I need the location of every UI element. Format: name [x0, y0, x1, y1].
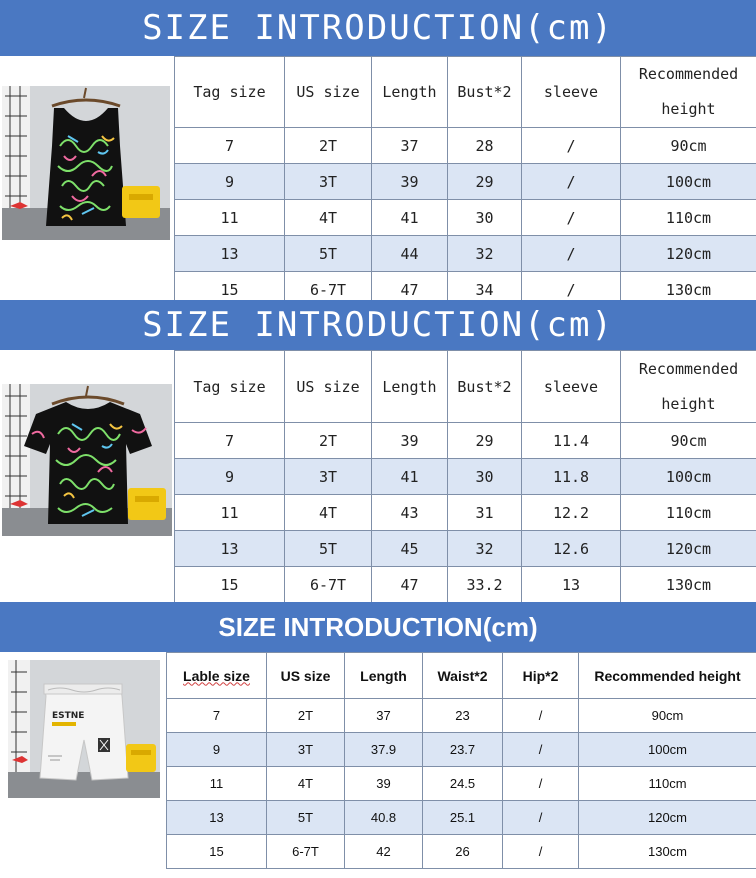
cell-height: 130cm [621, 567, 756, 603]
cell-us-size: 3T [285, 459, 372, 495]
cell-bust: 32 [448, 236, 522, 272]
cell-tag-size: 9 [175, 164, 285, 200]
cell-height: 120cm [579, 801, 756, 835]
cell-bust: 29 [448, 164, 522, 200]
size-section-vest [0, 0, 756, 300]
cell-length: 37 [345, 699, 423, 733]
header-lable-size [167, 653, 267, 699]
cell-bust: 30 [448, 459, 522, 495]
table-row [167, 835, 756, 869]
cell-length: 47 [372, 272, 448, 301]
table-row [175, 567, 756, 603]
table-header-row [175, 57, 756, 128]
table-row [167, 733, 756, 767]
cell-sleeve: / [522, 272, 621, 301]
table-row [167, 767, 756, 801]
cell-height: 90cm [579, 699, 756, 733]
header-hip: Hip*2 [503, 653, 579, 699]
header-tag-size: Tag size [175, 57, 285, 128]
cell-tag-size: 11 [175, 495, 285, 531]
cell-lable-size: 15 [167, 835, 267, 869]
shorts-product-photo [8, 660, 160, 798]
table-row [175, 272, 756, 301]
header-bust: Bust*2 [448, 351, 522, 423]
cell-sleeve: 11.8 [522, 459, 621, 495]
cell-us-size: 4T [267, 767, 345, 801]
cell-length: 42 [345, 835, 423, 869]
cell-waist: 24.5 [423, 767, 503, 801]
cell-length: 40.8 [345, 801, 423, 835]
header-length: Length [372, 57, 448, 128]
cell-us-size: 2T [285, 423, 372, 459]
cell-us-size: 3T [285, 164, 372, 200]
cell-sleeve: 13 [522, 567, 621, 603]
cell-sleeve: 12.6 [522, 531, 621, 567]
cell-height: 110cm [579, 767, 756, 801]
table-row [175, 495, 756, 531]
header-bust: Bust*2 [448, 57, 522, 128]
header-us-size: US size [285, 351, 372, 423]
cell-hip: / [503, 767, 579, 801]
cell-us-size: 6-7T [285, 272, 372, 301]
cell-length: 44 [372, 236, 448, 272]
cell-us-size: 3T [267, 733, 345, 767]
header-sleeve: sleeve [522, 351, 621, 423]
cell-sleeve: 11.4 [522, 423, 621, 459]
cell-tag-size: 7 [175, 423, 285, 459]
header-recommended-height: Recommended height [579, 653, 756, 699]
cell-height: 100cm [579, 733, 756, 767]
cell-us-size: 6-7T [285, 567, 372, 603]
section-title: SIZE INTRODUCTION(cm) [0, 300, 756, 350]
section-title: SIZE INTRODUCTION(cm) [0, 0, 756, 56]
cell-bust: 30 [448, 200, 522, 236]
table-row [175, 236, 756, 272]
cell-us-size: 5T [285, 531, 372, 567]
cell-bust: 33.2 [448, 567, 522, 603]
table-row [167, 801, 756, 835]
cell-bust: 29 [448, 423, 522, 459]
cell-height: 120cm [621, 531, 756, 567]
header-us-size: US size [267, 653, 345, 699]
cell-waist: 23.7 [423, 733, 503, 767]
header-length: Length [372, 351, 448, 423]
table-row [167, 699, 756, 733]
vest-illustration [2, 86, 170, 240]
cell-sleeve: / [522, 236, 621, 272]
cell-hip: / [503, 699, 579, 733]
size-section-shorts [0, 602, 756, 878]
cell-length: 39 [372, 164, 448, 200]
header-tag-size: Tag size [175, 351, 285, 423]
cell-length: 39 [372, 423, 448, 459]
cell-height: 130cm [579, 835, 756, 869]
table-row [175, 128, 756, 164]
header-length: Length [345, 653, 423, 699]
table-row [175, 164, 756, 200]
header-us-size: US size [285, 57, 372, 128]
cell-height: 130cm [621, 272, 756, 301]
cell-waist: 25.1 [423, 801, 503, 835]
cell-height: 90cm [621, 128, 756, 164]
header-recommended-height: Recommended height [621, 351, 756, 423]
shorts-print-text: ESTNE [52, 711, 85, 721]
cell-sleeve: / [522, 128, 621, 164]
cell-bust: 32 [448, 531, 522, 567]
cell-us-size: 2T [285, 128, 372, 164]
cell-lable-size: 11 [167, 767, 267, 801]
vest-product-photo [2, 86, 170, 240]
table-row [175, 200, 756, 236]
size-section-tshirt [0, 300, 756, 602]
cell-hip: / [503, 733, 579, 767]
cell-tag-size: 15 [175, 567, 285, 603]
cell-lable-size: 9 [167, 733, 267, 767]
cell-tag-size: 13 [175, 531, 285, 567]
cell-bust: 28 [448, 128, 522, 164]
table-header-row [167, 653, 756, 699]
cell-length: 37 [372, 128, 448, 164]
cell-height: 110cm [621, 200, 756, 236]
cell-us-size: 4T [285, 200, 372, 236]
cell-height: 120cm [621, 236, 756, 272]
size-table-vest [174, 56, 756, 300]
cell-height: 110cm [621, 495, 756, 531]
cell-length: 39 [345, 767, 423, 801]
header-waist: Waist*2 [423, 653, 503, 699]
cell-sleeve: 12.2 [522, 495, 621, 531]
cell-height: 100cm [621, 459, 756, 495]
size-table-tshirt [174, 350, 756, 602]
cell-sleeve: / [522, 164, 621, 200]
cell-bust: 34 [448, 272, 522, 301]
cell-length: 45 [372, 531, 448, 567]
cell-length: 47 [372, 567, 448, 603]
cell-length: 43 [372, 495, 448, 531]
cell-tag-size: 15 [175, 272, 285, 301]
shorts-illustration [8, 660, 160, 798]
cell-us-size: 2T [267, 699, 345, 733]
cell-sleeve: / [522, 200, 621, 236]
cell-hip: / [503, 835, 579, 869]
cell-waist: 23 [423, 699, 503, 733]
table-row [175, 459, 756, 495]
cell-height: 90cm [621, 423, 756, 459]
cell-us-size: 5T [267, 801, 345, 835]
size-table-shorts [166, 652, 756, 869]
cell-tag-size: 13 [175, 236, 285, 272]
header-lable-size-text: Lable size [183, 667, 250, 684]
cell-us-size: 4T [285, 495, 372, 531]
cell-hip: / [503, 801, 579, 835]
section-title: SIZE INTRODUCTION(cm) [0, 602, 756, 652]
tshirt-product-photo [2, 384, 172, 536]
cell-length: 41 [372, 200, 448, 236]
cell-waist: 26 [423, 835, 503, 869]
header-sleeve: sleeve [522, 57, 621, 128]
tshirt-illustration [2, 384, 172, 536]
cell-lable-size: 13 [167, 801, 267, 835]
table-row [175, 531, 756, 567]
cell-tag-size: 11 [175, 200, 285, 236]
cell-height: 100cm [621, 164, 756, 200]
cell-length: 41 [372, 459, 448, 495]
cell-tag-size: 9 [175, 459, 285, 495]
cell-bust: 31 [448, 495, 522, 531]
table-header-row [175, 351, 756, 423]
header-recommended-height: Recommended height [621, 57, 756, 128]
table-row [175, 423, 756, 459]
cell-lable-size: 7 [167, 699, 267, 733]
cell-us-size: 5T [285, 236, 372, 272]
cell-tag-size: 7 [175, 128, 285, 164]
cell-us-size: 6-7T [267, 835, 345, 869]
cell-length: 37.9 [345, 733, 423, 767]
